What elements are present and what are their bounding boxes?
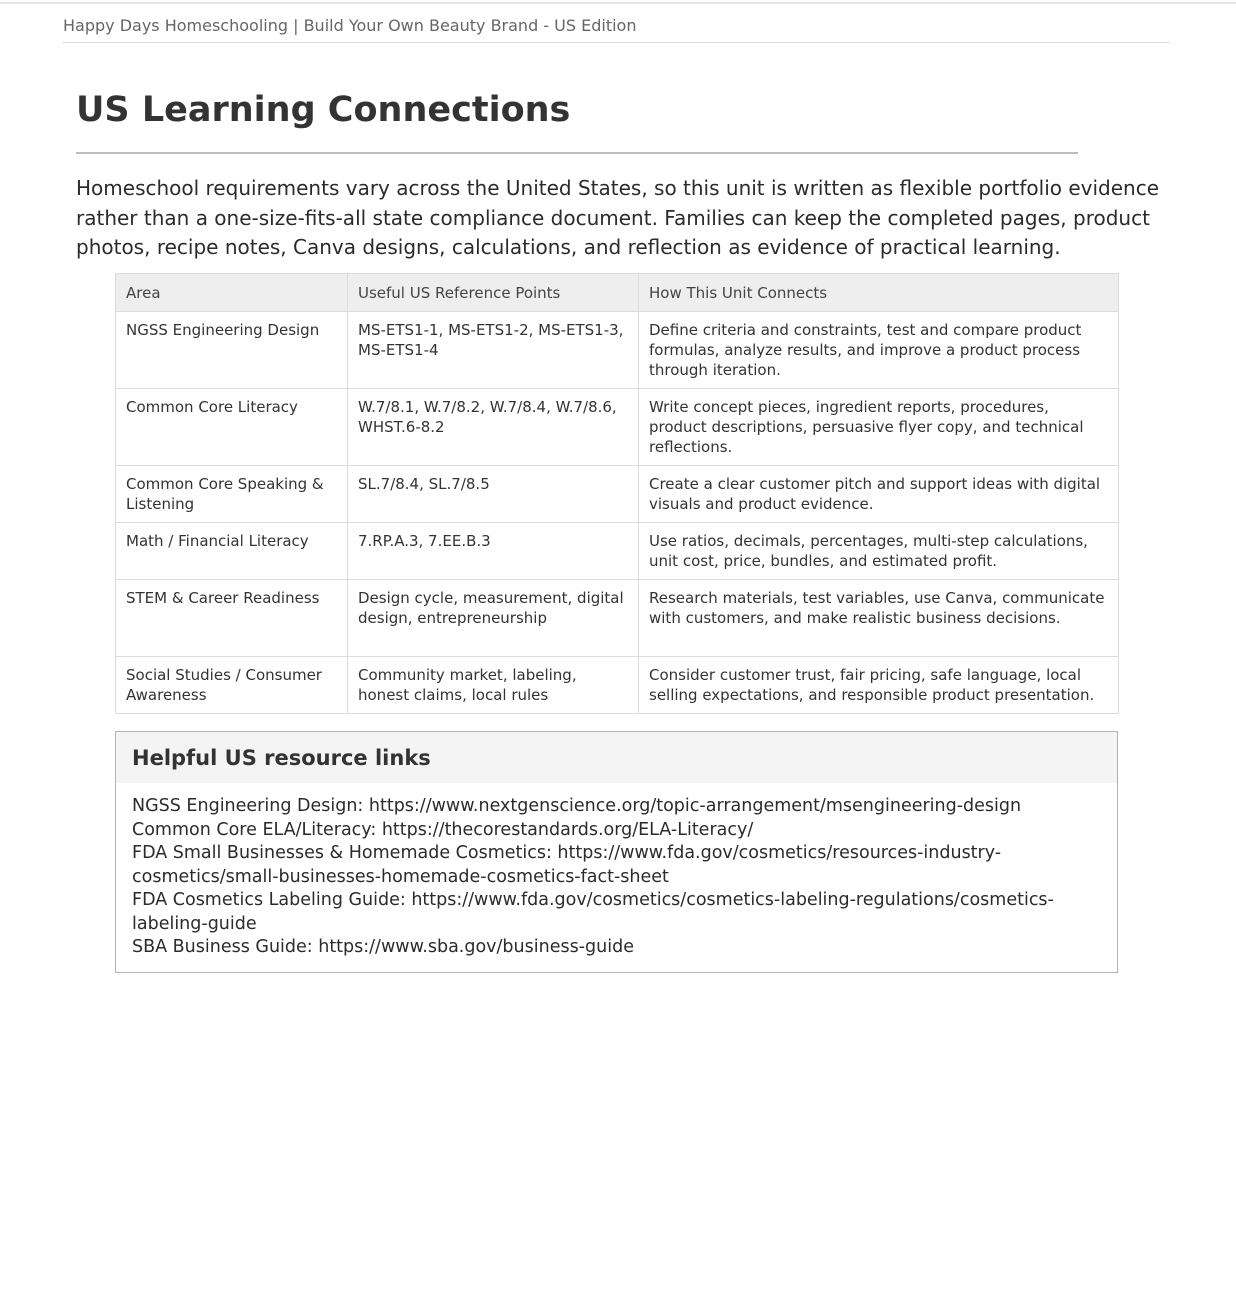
- resource-links-box: [115, 731, 1118, 973]
- reference-cell: SL.7/8.4, SL.7/8.5: [348, 466, 639, 523]
- connection-cell: Define criteria and constraints, test and compare product formulas, analyze results, and improve a product process through iteration.: [639, 312, 1119, 389]
- area-cell: Math / Financial Literacy: [116, 523, 348, 580]
- connection-cell: Use ratios, decimals, percentages, multi-step calculations, unit cost, price, bundles, and estimated profit.: [639, 523, 1119, 580]
- table-row: [116, 580, 1119, 657]
- table-row: [116, 312, 1119, 389]
- connection-cell: Consider customer trust, fair pricing, safe language, local selling expectations, and responsible product presentation.: [639, 657, 1119, 714]
- resource-box-title: Helpful US resource links: [132, 746, 431, 770]
- page-title: US Learning Connections: [76, 90, 571, 130]
- intro-paragraph: Homeschool requirements vary across the United States, so this unit is written as flexible portfolio evidence rather than a one-size-fits-all state compliance document. Families can keep the completed pages, product photos, recipe notes, Canva designs, calculations, and reflection as evidence of practical learning.: [76, 176, 1160, 259]
- column-header-area: Area: [116, 274, 348, 312]
- reference-cell: Design cycle, measurement, digital design, entrepreneurship: [348, 580, 639, 657]
- connection-cell: Create a clear customer pitch and support ideas with digital visuals and product evidence.: [639, 466, 1119, 523]
- area-cell: STEM & Career Readiness: [116, 580, 348, 657]
- resource-link[interactable]: SBA Business Guide: https://www.sba.gov/business-guide: [132, 937, 634, 957]
- reference-cell: MS-ETS1-1, MS-ETS1-2, MS-ETS1-3, MS-ETS1-4: [348, 312, 639, 389]
- table-header-row: [116, 274, 1119, 312]
- area-cell: Social Studies / Consumer Awareness: [116, 657, 348, 714]
- connection-cell: Write concept pieces, ingredient reports, procedures, product descriptions, persuasive flyer copy, and technical reflections.: [639, 389, 1119, 466]
- reference-cell: 7.RP.A.3, 7.EE.B.3: [348, 523, 639, 580]
- table-row: [116, 466, 1119, 523]
- table-row: [116, 657, 1119, 714]
- resource-link[interactable]: FDA Cosmetics Labeling Guide: https://www.fda.gov/cosmetics/cosmetics-labeling-regulations/cosmetics-labeling-guide: [132, 890, 1054, 934]
- area-cell: NGSS Engineering Design: [116, 312, 348, 389]
- resource-box-header: [116, 732, 1117, 783]
- title-divider: [76, 152, 1078, 154]
- resource-link[interactable]: Common Core ELA/Literacy: https://thecorestandards.org/ELA-Literacy/: [132, 819, 754, 840]
- top-divider: [0, 2, 1236, 4]
- resource-link[interactable]: NGSS Engineering Design: https://www.nextgenscience.org/topic-arrangement/msengineering-design: [132, 796, 1022, 816]
- column-header-connections: How This Unit Connects: [639, 274, 1119, 312]
- running-header: Happy Days Homeschooling | Build Your Own Beauty Brand - US Edition: [63, 16, 1170, 43]
- reference-cell: W.7/8.1, W.7/8.2, W.7/8.4, W.7/8.6, WHST.6-8.2: [348, 389, 639, 466]
- resource-link[interactable]: FDA Small Businesses & Homemade Cosmetics: https://www.fda.gov/cosmetics/resources-industry-cosmetics/small-businesses-homemade-cosmetics-fact-sheet: [132, 843, 1002, 887]
- table-row: [116, 523, 1119, 580]
- reference-cell: Community market, labeling, honest claims, local rules: [348, 657, 639, 714]
- learning-connections-table: [115, 273, 1119, 714]
- resource-list: [116, 783, 1117, 960]
- area-cell: Common Core Speaking & Listening: [116, 466, 348, 523]
- table-row: [116, 389, 1119, 466]
- area-cell: Common Core Literacy: [116, 389, 348, 466]
- column-header-reference-points: Useful US Reference Points: [348, 274, 639, 312]
- connection-cell: Research materials, test variables, use Canva, communicate with customers, and make realistic business decisions.: [639, 580, 1119, 657]
